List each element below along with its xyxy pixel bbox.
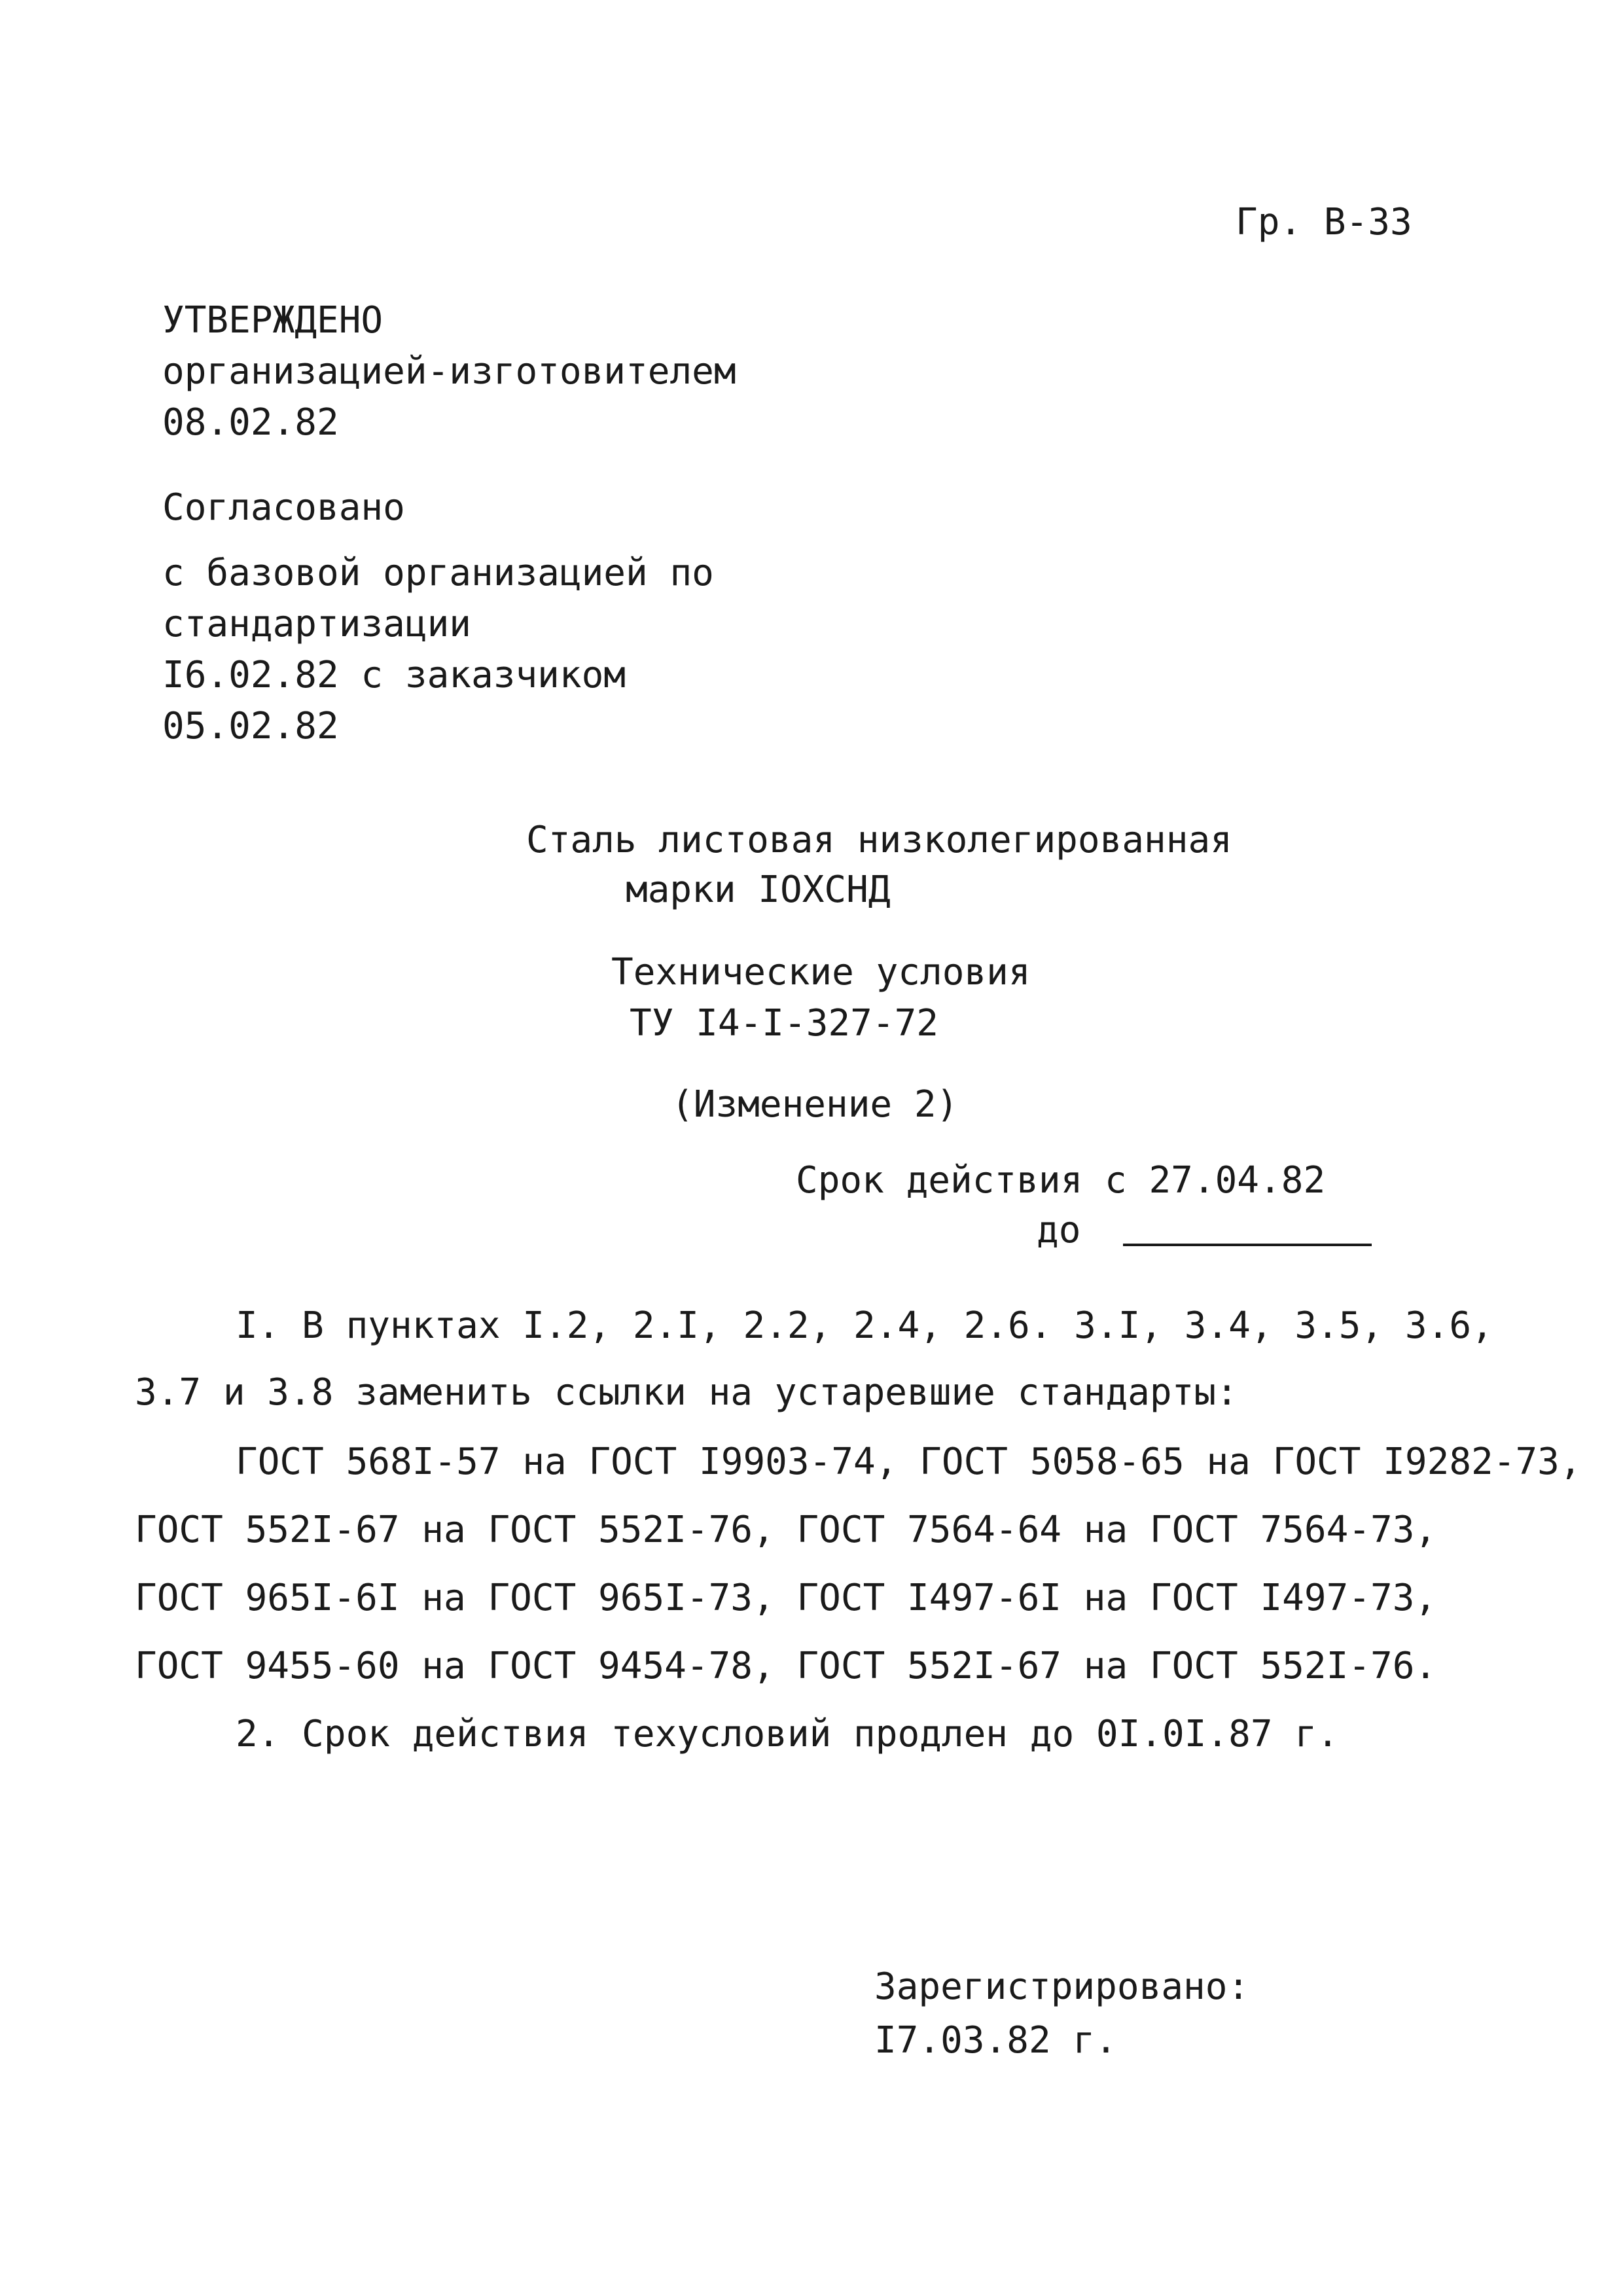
paragraph-1-line-6: ГОСТ 9455-60 на ГОСТ 9454-78, ГОСТ 552I-67 на ГОСТ 552I-76. xyxy=(135,1645,1437,1687)
spec-number: ТУ I4-I-327-72 xyxy=(630,1002,939,1045)
document-title-line-1: Сталь листовая низколегированная xyxy=(526,819,1232,861)
validity-to-blank-line xyxy=(1123,1244,1372,1246)
change-number: (Изменение 2) xyxy=(671,1083,959,1126)
validity-from: Срок действия с 27.04.82 xyxy=(796,1159,1326,1202)
paragraph-1-line-1: I. В пунктах I.2, 2.I, 2.2, 2.4, 2.6. 3.I, 3.4, 3.5, 3.6, xyxy=(236,1304,1493,1347)
validity-to-label: до xyxy=(1037,1209,1081,1251)
agreed-line-2: стандартизации xyxy=(162,603,472,645)
paragraph-1-line-2: 3.7 и 3.8 заменить ссылки на устаревшие стандарты: xyxy=(135,1371,1238,1414)
agreed-line-3: I6.02.82 с заказчиком xyxy=(162,654,626,696)
approved-by: организацией-изготовителем xyxy=(162,350,736,393)
agreed-line-4: 05.02.82 xyxy=(162,705,339,747)
approved-title: УТВЕРЖДЕНО xyxy=(162,299,383,342)
registration-label: Зарегистрировано: xyxy=(874,1965,1250,2008)
group-code: Гр. В-33 xyxy=(1236,201,1412,243)
agreed-title: Согласовано xyxy=(162,486,405,529)
paragraph-1-line-3: ГОСТ 568I-57 на ГОСТ I9903-74, ГОСТ 5058-65 на ГОСТ I9282-73, xyxy=(236,1441,1582,1483)
registration-date: I7.03.82 г. xyxy=(874,2019,1117,2062)
approved-date: 08.02.82 xyxy=(162,401,339,444)
paragraph-1-line-5: ГОСТ 965I-6I на ГОСТ 965I-73, ГОСТ I497-6I на ГОСТ I497-73, xyxy=(135,1577,1437,1619)
paragraph-1-line-4: ГОСТ 552I-67 на ГОСТ 552I-76, ГОСТ 7564-64 на ГОСТ 7564-73, xyxy=(135,1509,1437,1551)
spec-type: Технические условия xyxy=(611,951,1031,994)
paragraph-2-line-1: 2. Срок действия техусловий продлен до 0I.0I.87 г. xyxy=(236,1713,1339,1755)
agreed-line-1: с базовой организацией по xyxy=(162,552,714,594)
document-title-line-2: марки IOXCHД xyxy=(626,869,891,911)
